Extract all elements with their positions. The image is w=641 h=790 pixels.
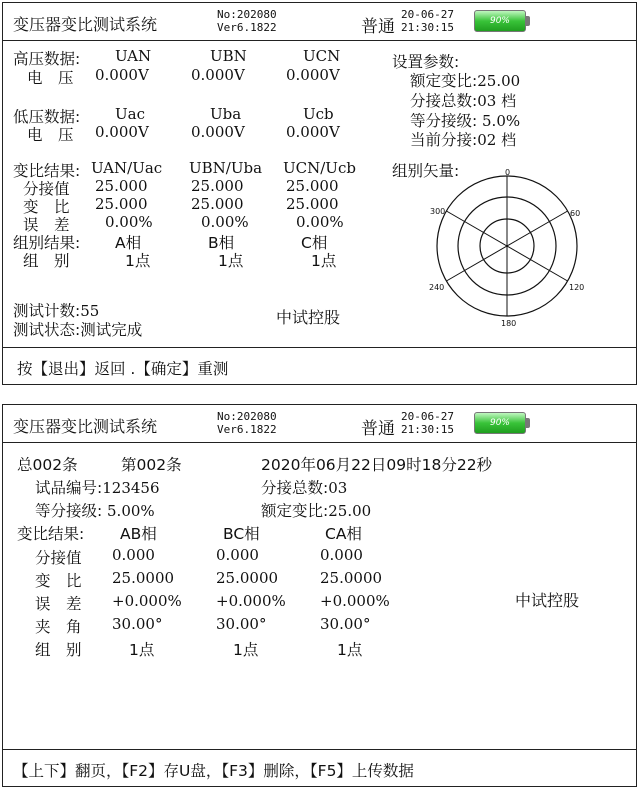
setting-value: 03 档 <box>477 92 517 110</box>
test-status-value: 测试完成 <box>80 321 143 339</box>
record-view-panel <box>2 404 637 787</box>
setting-label: 额定变比: <box>410 72 478 90</box>
footer-hint: 按【退出】返回 .【确定】重测 <box>17 360 229 378</box>
hv-value-a: 0.000V <box>95 66 149 84</box>
setting-label: 等分接级: <box>410 112 478 130</box>
setting-rated-ratio <box>410 69 520 91</box>
row-label: 夹 角 <box>35 618 82 636</box>
time-display: 21:30:15 <box>401 21 454 34</box>
lv-header-ucb: Ucb <box>303 105 334 123</box>
panel-footer <box>3 347 636 384</box>
group-value-a: 1点 <box>125 252 151 270</box>
error-label: 误 差 <box>23 216 70 234</box>
tap-step-value: 5.00% <box>102 502 155 520</box>
group-header-b: B相 <box>208 234 235 252</box>
group-label: 组 别 <box>23 252 70 270</box>
row-value: +0.000% <box>320 592 390 610</box>
ratio-header-a: UAN/Uac <box>91 159 163 177</box>
test-status <box>13 318 142 340</box>
ratio-value-a: 25.000 <box>95 195 148 213</box>
battery-level: 90% <box>489 16 510 26</box>
sample-number-value: 123456 <box>102 479 160 497</box>
group-header-a: A相 <box>115 234 142 252</box>
row-value: 0.000 <box>112 546 155 564</box>
phase-header-ab: AB相 <box>120 525 157 543</box>
error-value-c: 0.00% <box>296 213 344 231</box>
firmware-version: Ver6.1822 <box>217 423 277 436</box>
polar-tick-180: 180 <box>501 319 517 328</box>
phase-header-bc: BC相 <box>223 525 260 543</box>
hv-voltage-label: 电 压 <box>27 69 74 87</box>
setting-value: 02 档 <box>477 131 517 149</box>
ratio-header-b: UBN/Uba <box>189 159 263 177</box>
record-total: 总002条 <box>17 456 78 474</box>
row-value: 25.0000 <box>320 569 383 587</box>
ratio-result-label: 变比结果: <box>13 162 81 180</box>
brand-watermark: 中试控股 <box>276 308 341 327</box>
row-value: 0.000 <box>320 546 363 564</box>
tap-total <box>261 476 347 498</box>
setting-tap-total <box>410 89 516 111</box>
app-title: 变压器变比测试系统 <box>13 15 158 34</box>
row-value: 30.00° <box>320 615 371 633</box>
row-label: 变 比 <box>35 572 82 590</box>
error-value-a: 0.00% <box>105 213 153 231</box>
error-value-b: 0.00% <box>201 213 249 231</box>
row-value: +0.000% <box>112 592 182 610</box>
setting-label: 当前分接: <box>410 131 478 149</box>
polar-tick-60: 60 <box>570 209 581 218</box>
firmware-version: Ver6.1822 <box>217 21 277 34</box>
hv-value-b: 0.000V <box>191 66 245 84</box>
ratio-value-b: 25.000 <box>191 195 244 213</box>
setting-current-tap <box>410 128 516 150</box>
test-result-panel <box>2 2 637 385</box>
polar-tick-120: 120 <box>569 283 585 292</box>
group-value-c: 1点 <box>311 252 337 270</box>
setting-label: 分接总数: <box>410 92 478 110</box>
hv-data-label: 高压数据: <box>13 50 81 68</box>
date-display: 20-06-27 <box>401 8 454 21</box>
time-display: 21:30:15 <box>401 423 454 436</box>
row-label: 分接值 <box>35 549 82 567</box>
ratio-result-label: 变比结果: <box>17 525 85 543</box>
row-label: 误 差 <box>35 595 82 613</box>
panel-header <box>3 3 636 41</box>
phase-header-ca: CA相 <box>325 525 362 543</box>
row-value: 30.00° <box>216 615 267 633</box>
group-value-b: 1点 <box>218 252 244 270</box>
battery-level: 90% <box>489 418 510 428</box>
hv-header-ucn: UCN <box>303 47 341 65</box>
test-status-label: 测试状态: <box>13 321 81 339</box>
battery-icon <box>474 10 530 32</box>
row-value: 1点 <box>337 641 363 659</box>
setting-value: 25.00 <box>477 72 521 90</box>
row-value: 30.00° <box>112 615 163 633</box>
sample-number <box>35 476 160 498</box>
lv-value-c: 0.000V <box>286 123 340 141</box>
sample-number-label: 试品编号: <box>35 479 103 497</box>
rated-ratio-value: 25.00 <box>328 502 372 520</box>
row-value: 1点 <box>233 641 259 659</box>
mode-indicator: 普通 <box>361 17 395 37</box>
lv-header-uba: Uba <box>210 105 242 123</box>
row-label: 组 别 <box>35 641 82 659</box>
battery-icon <box>474 412 530 434</box>
record-datetime: 2020年06月22日09时18分22秒 <box>261 456 493 474</box>
footer-hint: 【上下】翻页，【F2】存U盘，【F3】删除，【F5】上传数据 <box>13 762 414 780</box>
device-number: No:202080 <box>217 410 277 423</box>
lv-value-a: 0.000V <box>95 123 149 141</box>
row-value: 0.000 <box>216 546 259 564</box>
rated-ratio-label: 额定变比: <box>261 502 329 520</box>
record-current: 第002条 <box>121 456 182 474</box>
vector-label: 组别矢量: <box>392 162 460 180</box>
lv-data-label: 低压数据: <box>13 108 81 126</box>
lv-value-b: 0.000V <box>191 123 245 141</box>
tap-value-b: 25.000 <box>191 177 244 195</box>
brand-watermark: 中试控股 <box>515 591 580 610</box>
tap-total-value: 03 <box>328 479 348 497</box>
group-result-label: 组别结果: <box>13 234 81 252</box>
polar-tick-240: 240 <box>429 283 445 292</box>
test-count-value: 55 <box>80 302 100 320</box>
polar-vector-plot <box>423 168 593 330</box>
settings-label: 设置参数: <box>392 53 460 71</box>
panel-header <box>3 405 636 443</box>
row-value: 25.0000 <box>112 569 175 587</box>
panel-footer <box>3 749 636 786</box>
row-value: 1点 <box>129 641 155 659</box>
polar-tick-300: 300 <box>430 207 446 216</box>
device-number: No:202080 <box>217 8 277 21</box>
row-value: 25.0000 <box>216 569 279 587</box>
hv-header-ubn: UBN <box>210 47 247 65</box>
polar-tick-0: 0 <box>505 168 511 177</box>
group-header-c: C相 <box>301 234 328 252</box>
lv-header-uac: Uac <box>115 105 145 123</box>
ratio-header-c: UCN/Ucb <box>283 159 356 177</box>
ratio-value-c: 25.000 <box>286 195 339 213</box>
tap-step-label: 等分接级: <box>35 502 103 520</box>
tap-step <box>35 499 155 521</box>
lv-voltage-label: 电 压 <box>27 126 74 144</box>
hv-header-uan: UAN <box>115 47 152 65</box>
app-title: 变压器变比测试系统 <box>13 417 158 436</box>
tap-value-label: 分接值 <box>23 180 70 198</box>
tap-value-a: 25.000 <box>95 177 148 195</box>
mode-indicator: 普通 <box>361 419 395 439</box>
test-count-label: 测试计数: <box>13 302 81 320</box>
row-value: +0.000% <box>216 592 286 610</box>
date-display: 20-06-27 <box>401 410 454 423</box>
ratio-row-label: 变 比 <box>23 198 70 216</box>
tap-total-label: 分接总数: <box>261 479 329 497</box>
hv-value-c: 0.000V <box>286 66 340 84</box>
setting-value: 5.0% <box>477 112 521 130</box>
tap-value-c: 25.000 <box>286 177 339 195</box>
rated-ratio <box>261 499 371 521</box>
